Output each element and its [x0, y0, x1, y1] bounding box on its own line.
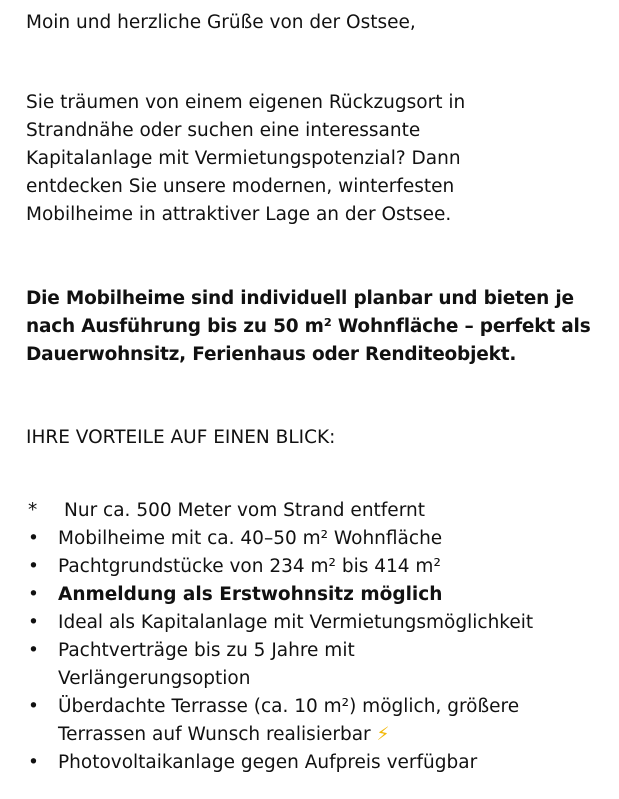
bullet-marker: • — [28, 640, 39, 661]
list-item — [26, 525, 611, 553]
intro-line: Kapitalanlage mit Vermietungspotenzial? Dann — [26, 148, 461, 169]
bullet-marker: • — [28, 584, 39, 605]
list-item-text: Terrassen auf Wunsch realisierbar — [58, 724, 371, 745]
benefits-list — [26, 497, 611, 777]
list-item-text: Photovoltaikanlage gegen Aufpreis verfügbar — [58, 752, 478, 773]
bullet-marker: • — [28, 612, 39, 633]
list-item-text: Überdachte Terrasse (ca. 10 m²) möglich, größere — [58, 696, 520, 717]
highlight-line: Dauerwohnsitz, Ferienhaus oder Renditeobjekt. — [26, 344, 517, 365]
greeting: Moin und herzliche Grüße von der Ostsee, — [26, 12, 416, 33]
bullet-marker: • — [28, 556, 39, 577]
intro-line: Strandnähe oder suchen eine interessante — [26, 120, 421, 141]
bullet-marker: • — [28, 696, 39, 717]
intro-line: Mobilheime in attraktiver Lage an der Ostsee. — [26, 204, 452, 225]
list-item-text: Ideal als Kapitalanlage mit Vermietungsmöglichkeit — [58, 612, 534, 633]
list-item — [26, 581, 611, 609]
list-item — [26, 609, 611, 637]
intro-paragraph — [26, 89, 566, 229]
highlight-line: nach Ausführung bis zu 50 m² Wohnfläche – perfekt als — [26, 316, 591, 337]
lightning-icon: ⚡ — [376, 724, 390, 745]
highlight-line: Die Mobilheime sind individuell planbar und bieten je — [26, 288, 574, 309]
bullet-marker: • — [28, 752, 39, 773]
list-item — [26, 553, 611, 581]
list-item-text: Nur ca. 500 Meter vom Strand entfernt — [64, 500, 425, 521]
list-item-text: Anmeldung als Erstwohnsitz möglich — [58, 584, 443, 605]
list-item-text: Verlängerungsoption — [58, 668, 251, 689]
list-item-text: Pachtgrundstücke von 234 m² bis 414 m² — [58, 556, 441, 577]
list-item-text-with-emoji — [58, 721, 611, 749]
asterisk-marker: * — [28, 500, 38, 521]
highlight-paragraph — [26, 285, 611, 369]
bullet-marker: • — [28, 528, 39, 549]
benefits-heading: IHRE VORTEILE AUF EINEN BLICK: — [26, 427, 336, 448]
list-item-text: Mobilheime mit ca. 40–50 m² Wohnfläche — [58, 528, 443, 549]
intro-line: Sie träumen von einem eigenen Rückzugsort in — [26, 92, 466, 113]
list-item-text: Pachtverträge bis zu 5 Jahre mit — [58, 640, 355, 661]
intro-line: entdecken Sie unsere modernen, winterfesten — [26, 176, 455, 197]
list-item — [26, 749, 611, 777]
list-item — [26, 693, 611, 749]
list-item — [26, 637, 611, 693]
list-item — [26, 497, 611, 525]
